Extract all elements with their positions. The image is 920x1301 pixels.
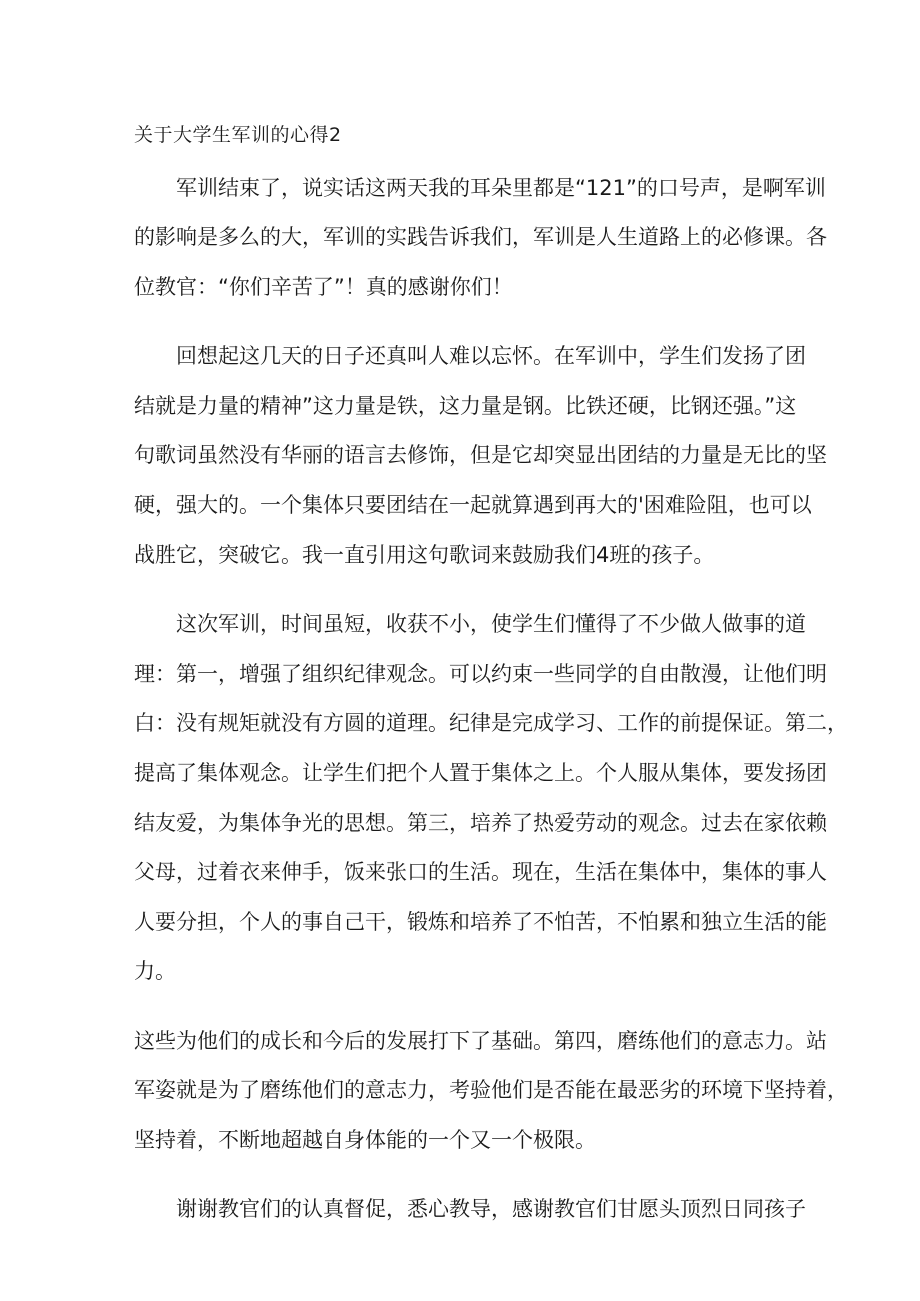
paragraph-2-line-4: 硬，强大的。一个集体只要团结在一起就算遇到再大的'困难险阻，也可以 [134, 493, 812, 517]
paragraph-3-line-8: 力。 [134, 959, 176, 983]
paragraph-1-line-1: 军训结束了，说实话这两天我的耳朵里都是“121”的口号声，是啊军训 [176, 176, 826, 200]
document-title: 关于大学生军训的心得2 [134, 124, 342, 146]
paragraph-3-line-5: 结友爱，为集体争光的思想。第三，培养了热爱劳动的观念。过去在家依赖 [134, 811, 827, 835]
paragraph-2-line-3: 句歌词虽然没有华丽的语言去修饰，但是它却突显出团结的力量是无比的坚 [134, 443, 827, 467]
paragraph-2-line-2: 结就是力量的精神”这力量是铁，这力量是钢。比铁还硬，比钢还强。”这 [134, 394, 797, 418]
paragraph-3-line-7: 人要分担，个人的事自己干，锻炼和培养了不怕苦，不怕累和独立生活的能 [134, 910, 827, 934]
paragraph-2-line-5: 战胜它，突破它。我一直引用这句歌词来鼓励我们4班的孩子。 [134, 543, 715, 567]
paragraph-3-line-2: 理：第一，增强了组织纪律观念。可以约束一些同学的自由散漫，让他们明 [134, 662, 827, 686]
paragraph-4-line-3: 坚持着，不断地超越自身体能的一个又一个极限。 [134, 1128, 596, 1152]
paragraph-2-line-1: 回想起这几天的日子还真叫人难以忘怀。在军训中，学生们发扬了团 [176, 344, 806, 368]
paragraph-3-line-1: 这次军训，时间虽短，收获不小，使学生们懂得了不少做人做事的道 [176, 612, 806, 636]
paragraph-1-line-2: 的影响是多么的大，军训的实践告诉我们，军训是人生道路上的必修课。各 [134, 225, 827, 249]
paragraph-5-line-1: 谢谢教官们的认真督促，悉心教导，感谢教官们甘愿头顶烈日同孩子 [176, 1197, 806, 1221]
paragraph-3-line-6: 父母，过着衣来伸手，饭来张口的生活。现在，生活在集体中，集体的事人 [134, 860, 827, 884]
paragraph-3-line-4: 提高了集体观念。让学生们把个人置于集体之上。个人服从集体，要发扬团 [134, 761, 827, 785]
paragraph-3-line-3: 白：没有规矩就没有方圆的道理。纪律是完成学习、工作的前提保证。第二， [134, 711, 848, 735]
paragraph-4-line-1: 这些为他们的成长和今后的发展打下了基础。第四，磨练他们的意志力。站 [134, 1029, 827, 1053]
paragraph-1-line-3: 位教官：“你们辛苦了”！真的感谢你们！ [134, 275, 513, 299]
paragraph-4-line-2: 军姿就是为了磨练他们的意志力，考验他们是否能在最恶劣的环境下坚持着， [134, 1078, 848, 1102]
